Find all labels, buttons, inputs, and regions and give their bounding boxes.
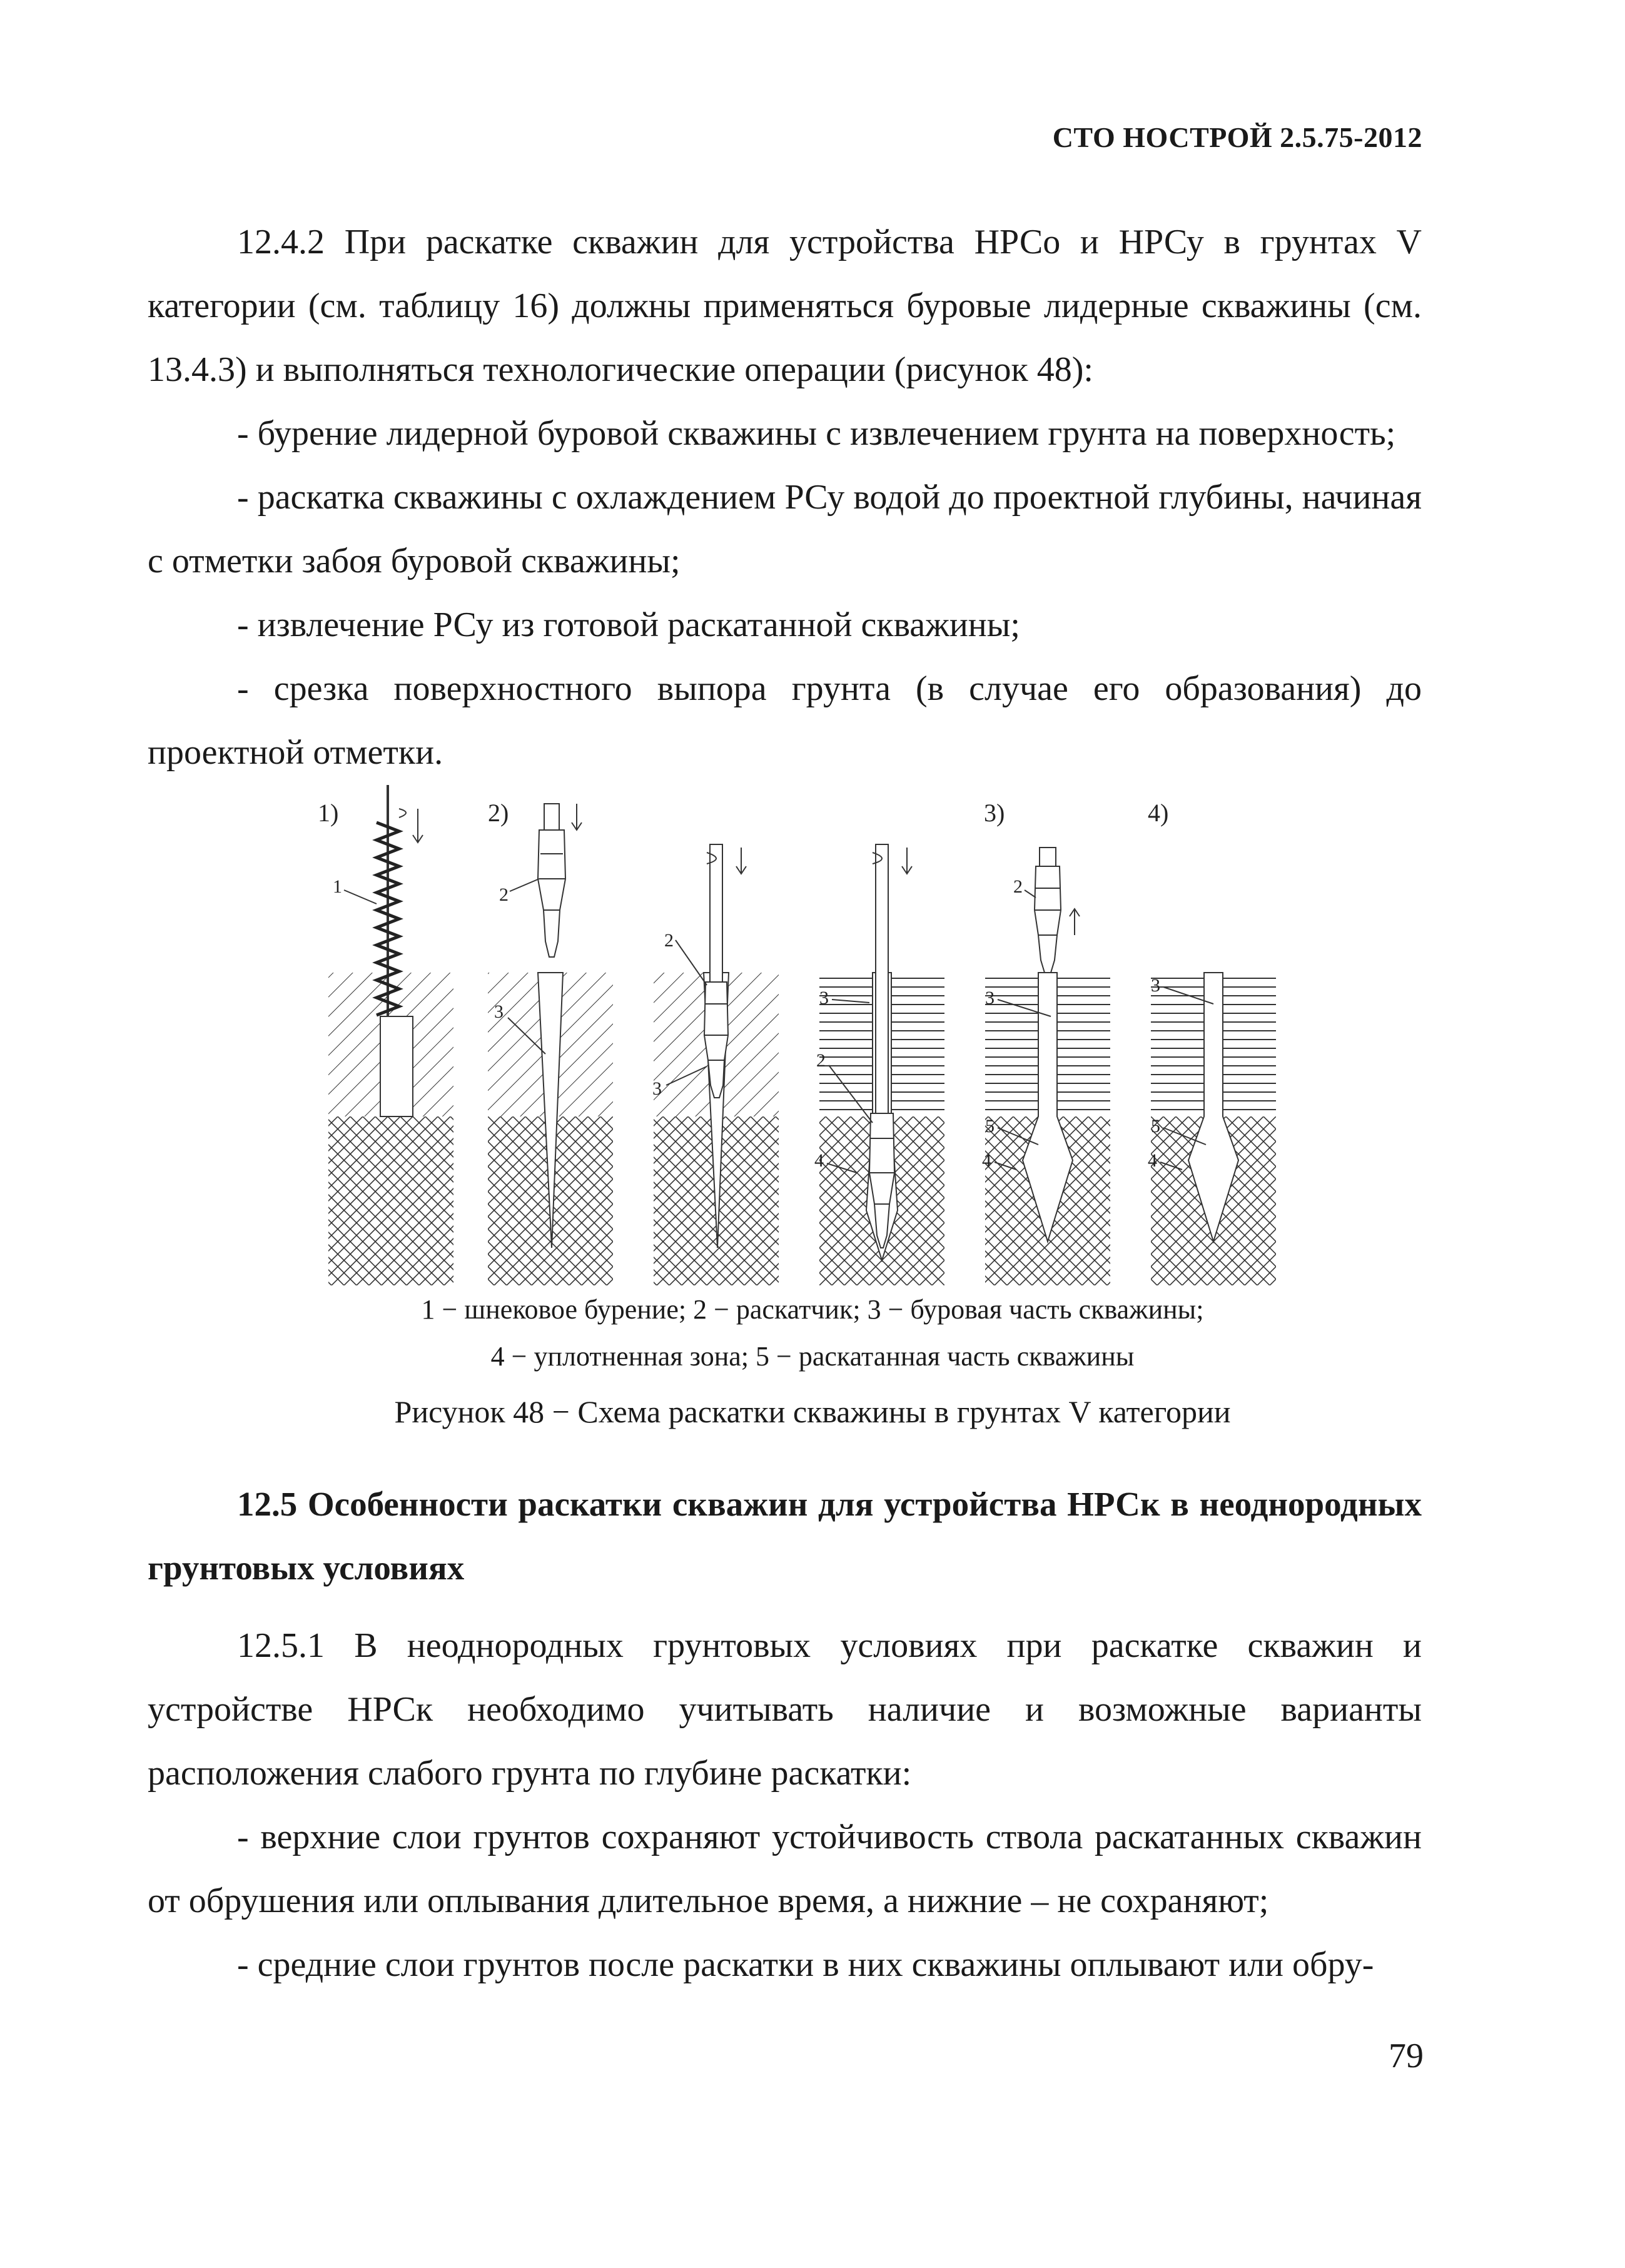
list-item-extraction: - извлечение РСу из готовой раскатанной скважины; (237, 605, 1020, 644)
step-label-2: 2) (488, 799, 509, 827)
figure-48-diagram (306, 785, 1295, 1295)
callout-1: 1 (333, 876, 342, 897)
panel-6-finished-well (1148, 973, 1276, 1285)
page-number: 79 (1389, 2037, 1424, 2075)
step-label-1: 1) (318, 799, 339, 827)
paragraph-12-4-2: 12.4.2 При раскатке скважин для устройства НРСо и НРСу в грунтах V категории (см. таблицу 16) должны применяться буровые лидерные скважины (см. 13.4.3) и выполняться технологические операции (рисунок 48): (148, 223, 1422, 389)
panel-2-roller-lowering (488, 804, 613, 1285)
list-item-middle-layers: - средние слои грунтов после раскатки в них скважины оплывают или обру- (237, 1945, 1374, 1984)
list-item-cutting: - срезка поверхностного выпора грунта (в случае его образования) до проектной отметки. (148, 669, 1422, 772)
panel-1-auger-drilling (328, 785, 453, 1285)
panel-5-roller-extraction (982, 848, 1110, 1285)
callout-5e: 5 (1151, 1116, 1160, 1137)
callout-3b: 3 (652, 1078, 662, 1099)
figure-title: Рисунок 48 − Схема раскатки скважины в грунтах V категории (394, 1394, 1231, 1429)
callout-3e: 3 (1151, 975, 1160, 996)
document-code-header: СТО НОСТРОЙ 2.5.75-2012 (1052, 121, 1422, 153)
callout-5d: 5 (985, 1116, 995, 1137)
step-label-3: 3) (984, 799, 1005, 827)
callout-2b: 2 (664, 930, 674, 951)
callout-2c: 2 (816, 1050, 826, 1071)
list-item-upper-layers: - верхние слои грунтов сохраняют устойчивость ствола раскатанных скважин от обрушения или оплывания длительное время, а нижние – не сохраняют; (148, 1818, 1422, 1920)
list-item-rolling: - раскатка скважины с охлаждением РСу водой до проектной глубины, начиная с отметки забоя буровой скважины; (148, 478, 1422, 580)
callout-3d: 3 (985, 988, 995, 1008)
figure-legend-line-1: 1 − шнековое бурение; 2 − раскатчик; 3 − буровая часть скважины; (421, 1294, 1204, 1325)
paragraph-12-5-1: 12.5.1 В неоднородных грунтовых условиях при раскатке скважин и устройстве НРСк необходимо учитывать наличие и возможные варианты расположения слабого грунта по глубине раскатки: (148, 1626, 1422, 1793)
callout-2d: 2 (1013, 876, 1023, 897)
callout-4c: 4 (814, 1150, 824, 1171)
callout-4d: 4 (982, 1150, 991, 1171)
list-item-drilling: - бурение лидерной буровой скважины с извлечением грунта на поверхность; (237, 414, 1396, 453)
panel-3-rolling-start (652, 844, 779, 1285)
callout-4e: 4 (1148, 1150, 1157, 1171)
callout-2: 2 (499, 884, 509, 905)
panel-4-rolling-depth (814, 844, 944, 1285)
callout-3: 3 (494, 1001, 504, 1022)
callout-3c: 3 (819, 988, 829, 1008)
section-heading-12-5: 12.5 Особенности раскатки скважин для устройства НРСк в неоднородных грунтовых условиях (148, 1485, 1422, 1587)
figure-legend-line-2: 4 − уплотненная зона; 5 − раскатанная часть скважины (490, 1341, 1135, 1372)
step-label-4: 4) (1148, 799, 1169, 827)
